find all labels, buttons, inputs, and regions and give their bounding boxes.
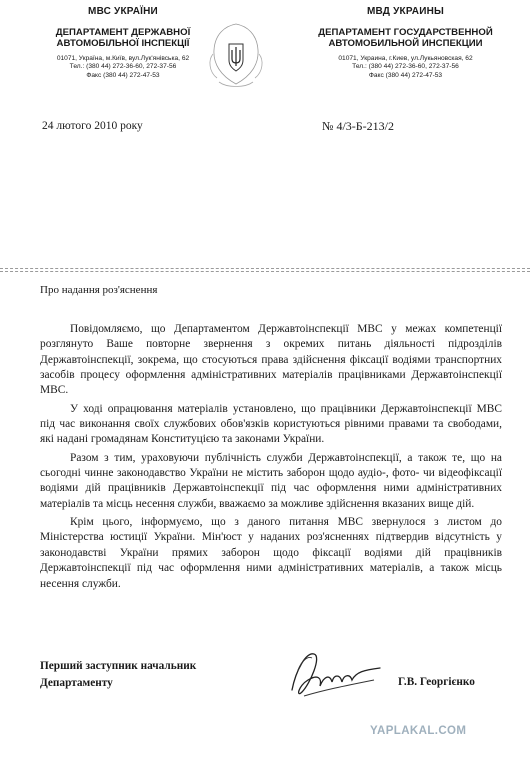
signatory-title: [40, 658, 196, 692]
contact-block-ua: [28, 55, 218, 81]
department-line2-ua: АВТОМОБІЛЬНОЇ ІНСПЕКЦІЇ: [56, 37, 190, 49]
ministry-name-ua: МВС УКРАЇНИ: [88, 6, 158, 17]
letter-body: [40, 322, 502, 595]
phone-ru: Тел.: (380 44) 272-36-60, 272-37-56: [352, 63, 459, 71]
handwritten-signature: [284, 640, 384, 710]
fax-ua: Факс (380 44) 272-47-53: [86, 71, 160, 79]
department-line1-ua: ДЕПАРТАМЕНТ ДЕРЖАВНОЇ: [55, 26, 191, 38]
body-paragraph: Повідомляємо, що Департаментом Державтоінспекції МВС у межах компетенції розглянуто Ваше повторне звернення з окремих питань діяльності підрозділів Державтоінспекції, зокрема, що стосуються права здійснення фіксації водіями транспортних засобів процесу оформлення адміністративних матеріалів працівниками Державтоінспекції МВС.: [40, 323, 502, 397]
body-paragraph: Разом з тим, ураховуючи публічність служби Державтоінспекції, а також те, що на сьогодні чинне законодавство України не містить заборон щодо аудіо-, фото- чи відеофіксації водіями дій працівників Державтоінспекції під час оформлення ними адміністративних матеріалів та місць несення служби, вважаємо за можливе здійснення вказаних вище дій.: [40, 451, 502, 510]
body-paragraph: Крім цього, інформуємо, що з даного питання МВС звернулося з листом до Міністерства юстиції України. Мін'юст у наданих роз'ясненнях підтвердив відсутність у законодавстві України прямих заборон щодо фіксації водіями дій працівників Державтоінспекції під час оформлення ними адміністративних матеріалів, а також місць несення служби.: [40, 516, 502, 590]
trident-coat-of-arms-icon: [205, 20, 267, 90]
signatory-name: Г.В. Георгієнко: [398, 676, 475, 688]
department-line2-ru: АВТОМОБИЛЬНОЙ ИНСПЕКЦИИ: [328, 37, 483, 49]
site-watermark: YAPLAKAL.COM: [370, 725, 467, 737]
address-ua: 01071, Україна, м.Київ, вул.Лук'янівська, 62: [56, 54, 190, 62]
letterhead-ukrainian: [28, 6, 218, 80]
signatory-title-line1: Перший заступник начальник: [40, 660, 197, 672]
letter-subject: Про надання роз'яснення: [40, 284, 158, 296]
fold-line: [0, 271, 530, 272]
department-name-ua: [28, 27, 218, 49]
letterhead-russian: [298, 6, 513, 80]
fax-ru: Факс (380 44) 272-47-53: [368, 71, 443, 79]
contact-block-ru: [298, 55, 513, 81]
letter-date: 24 лютого 2010 року: [42, 120, 143, 132]
address-ru: 01071, Украина, г.Киев, ул.Лукьяновская, 62: [338, 54, 473, 62]
body-paragraph: У ході опрацювання матеріалів установлено, що працівники Державтоінспекції МВС під час виконання своїх службових обов'язків користуються рівними правами та свободами, які надані громадянам Конституцією та законами України.: [40, 402, 502, 446]
department-name-ru: [298, 27, 513, 49]
fold-line: [0, 268, 530, 269]
phone-ua: Тел.: (380 44) 272-36-60, 272-37-56: [69, 63, 177, 71]
signatory-title-line2: Департаменту: [40, 677, 113, 689]
ministry-name-ru: МВД УКРАИНЫ: [366, 6, 445, 17]
registration-number: № 4/3-Б-213/2: [322, 119, 394, 133]
department-line1-ru: ДЕПАРТАМЕНТ ГОСУДАРСТВЕННОЙ: [318, 26, 493, 38]
